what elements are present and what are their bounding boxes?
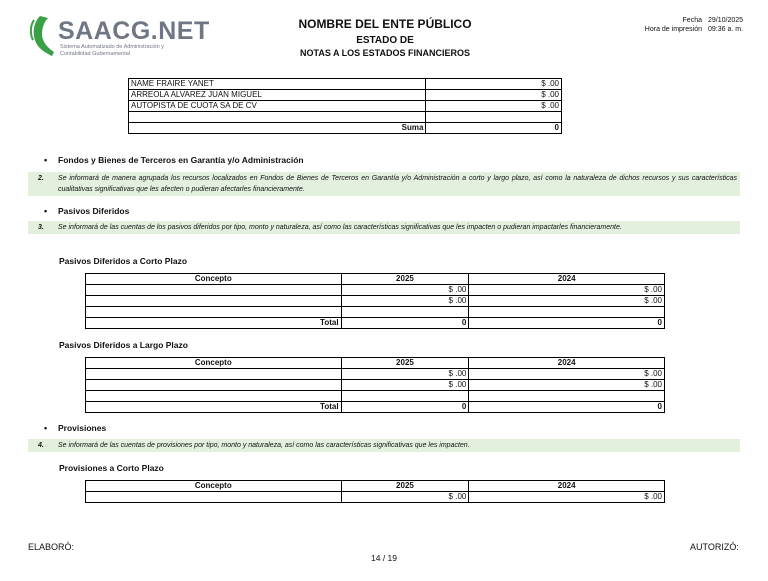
cell-concepto [86, 492, 342, 503]
col-2024: 2024 [469, 358, 665, 369]
provisiones-corto-table [85, 480, 665, 503]
date-value: 29/10/2025 [708, 17, 744, 24]
cell-2025: $ .00 [341, 369, 469, 380]
total-2024: 0 [469, 402, 665, 413]
logo-subtitle-line2: Contabilidad Gubernamental [60, 50, 131, 57]
col-2024: 2024 [469, 481, 665, 492]
pasivos-largo-table [85, 357, 665, 413]
total-2024: 0 [469, 318, 665, 329]
guarantee-amount: $ .00 [426, 101, 562, 112]
logo-subtitle-line1: Sistema Automatizado de Administración y [60, 44, 164, 50]
note-number: 4. [38, 442, 44, 449]
table-row [129, 101, 562, 112]
table-row [86, 369, 665, 380]
guarantee-amount: $ .00 [426, 79, 562, 90]
table-row [86, 391, 665, 402]
table-header-row [86, 481, 665, 492]
total-2025: 0 [341, 318, 469, 329]
cell-2024 [469, 307, 665, 318]
guarantee-name [129, 112, 426, 123]
pasivos-corto-table [85, 273, 665, 329]
col-2024: 2024 [469, 274, 665, 285]
table-row [86, 285, 665, 296]
cell-concepto [86, 307, 342, 318]
table-row [86, 492, 665, 503]
date-label: Fecha [682, 17, 702, 24]
guarantee-name: ARREOLA ALVAREZ JUAN MIGUEL [129, 90, 426, 101]
table-header-row [86, 358, 665, 369]
col-2025: 2025 [341, 481, 469, 492]
table-header-row [86, 274, 665, 285]
cell-2024: $ .00 [469, 296, 665, 307]
note-4 [28, 439, 740, 452]
cell-2025: $ .00 [341, 492, 469, 503]
cell-concepto [86, 296, 342, 307]
cell-concepto [86, 391, 342, 402]
guarantee-table [128, 78, 562, 134]
total-2025: 0 [341, 402, 469, 413]
table-row [129, 90, 562, 101]
saacg-leaf-icon [30, 14, 60, 58]
col-2025: 2025 [341, 358, 469, 369]
table-total-row [86, 402, 665, 413]
cell-2025 [341, 391, 469, 402]
cell-2024: $ .00 [469, 492, 665, 503]
guarantee-name: NAME FRAIRE YANET [129, 79, 426, 90]
statement-title: ESTADO DE [356, 35, 414, 46]
section-title-pasivos: • Pasivos Diferidos [58, 206, 129, 216]
col-concepto: Concepto [86, 274, 342, 285]
print-time-value: 09:36 a. m. [708, 26, 744, 33]
total-label: Total [86, 402, 342, 413]
page-number: 14 / 19 [371, 553, 397, 563]
cell-concepto [86, 380, 342, 391]
notes-title: NOTAS A LOS ESTADOS FINANCIEROS [299, 48, 470, 58]
note-2 [28, 172, 740, 196]
table-total-row [86, 318, 665, 329]
autorizo-label: AUTORIZÓ: [690, 542, 739, 552]
cell-2025 [341, 307, 469, 318]
section-title-provisiones: • Provisiones [58, 423, 106, 433]
note-text: Se informará de las cuentas de provisiones por tipo, monto y naturaleza, así como las características significativas que les impacten. [58, 442, 470, 449]
cell-2024: $ .00 [469, 369, 665, 380]
table-row [129, 79, 562, 90]
cell-2025: $ .00 [341, 285, 469, 296]
guarantee-amount: $ .00 [426, 90, 562, 101]
total-label: Suma [129, 123, 426, 134]
col-2025: 2025 [341, 274, 469, 285]
logo-name: SAACG.NET [58, 17, 210, 45]
table-title-corto: Pasivos Diferidos a Corto Plazo [59, 256, 188, 266]
elaboro-label: ELABORÓ: [28, 542, 75, 552]
cell-2025: $ .00 [341, 380, 469, 391]
table-row [86, 307, 665, 318]
table-title-provisiones-corto: Provisiones a Corto Plazo [59, 463, 164, 473]
cell-concepto [86, 285, 342, 296]
table-row [86, 296, 665, 307]
note-text: Se informará de las cuentas de los pasivos diferidos por tipo, monto y naturaleza, así como las características significativas que les impacten o pudieran impactarles financieramente. [58, 224, 622, 231]
total-label: Total [86, 318, 342, 329]
guarantee-amount [426, 112, 562, 123]
note-3 [28, 221, 740, 234]
total-value: 0 [426, 123, 562, 134]
logo-subtitle [60, 44, 200, 57]
note-text: Se informará de manera agrupada los recursos localizados en Fondos de Bienes de Terceros en Garantía y/o Administración a corto y largo plazo, así como la naturaleza de dichos recursos y sus características cualitativas significativas que les afecten o pudieran afectarles financieramente. [58, 175, 737, 193]
cell-2024: $ .00 [469, 380, 665, 391]
note-number: 2. [38, 175, 44, 182]
guarantee-name: AUTOPISTA DE CUOTA SA DE CV [129, 101, 426, 112]
cell-2025: $ .00 [341, 296, 469, 307]
section-title-fondos: • Fondos y Bienes de Terceros en Garantía y/o Administración [58, 155, 304, 165]
table-row [129, 112, 562, 123]
table-row [86, 380, 665, 391]
entity-name: NOMBRE DEL ENTE PÚBLICO [298, 17, 472, 31]
note-number: 3. [38, 224, 44, 231]
col-concepto: Concepto [86, 481, 342, 492]
table-title-largo: Pasivos Diferidos a Largo Plazo [59, 340, 188, 350]
col-concepto: Concepto [86, 358, 342, 369]
table-total-row [129, 123, 562, 134]
cell-2024: $ .00 [469, 285, 665, 296]
print-time-label: Hora de impresión [644, 26, 702, 33]
cell-concepto [86, 369, 342, 380]
cell-2024 [469, 391, 665, 402]
